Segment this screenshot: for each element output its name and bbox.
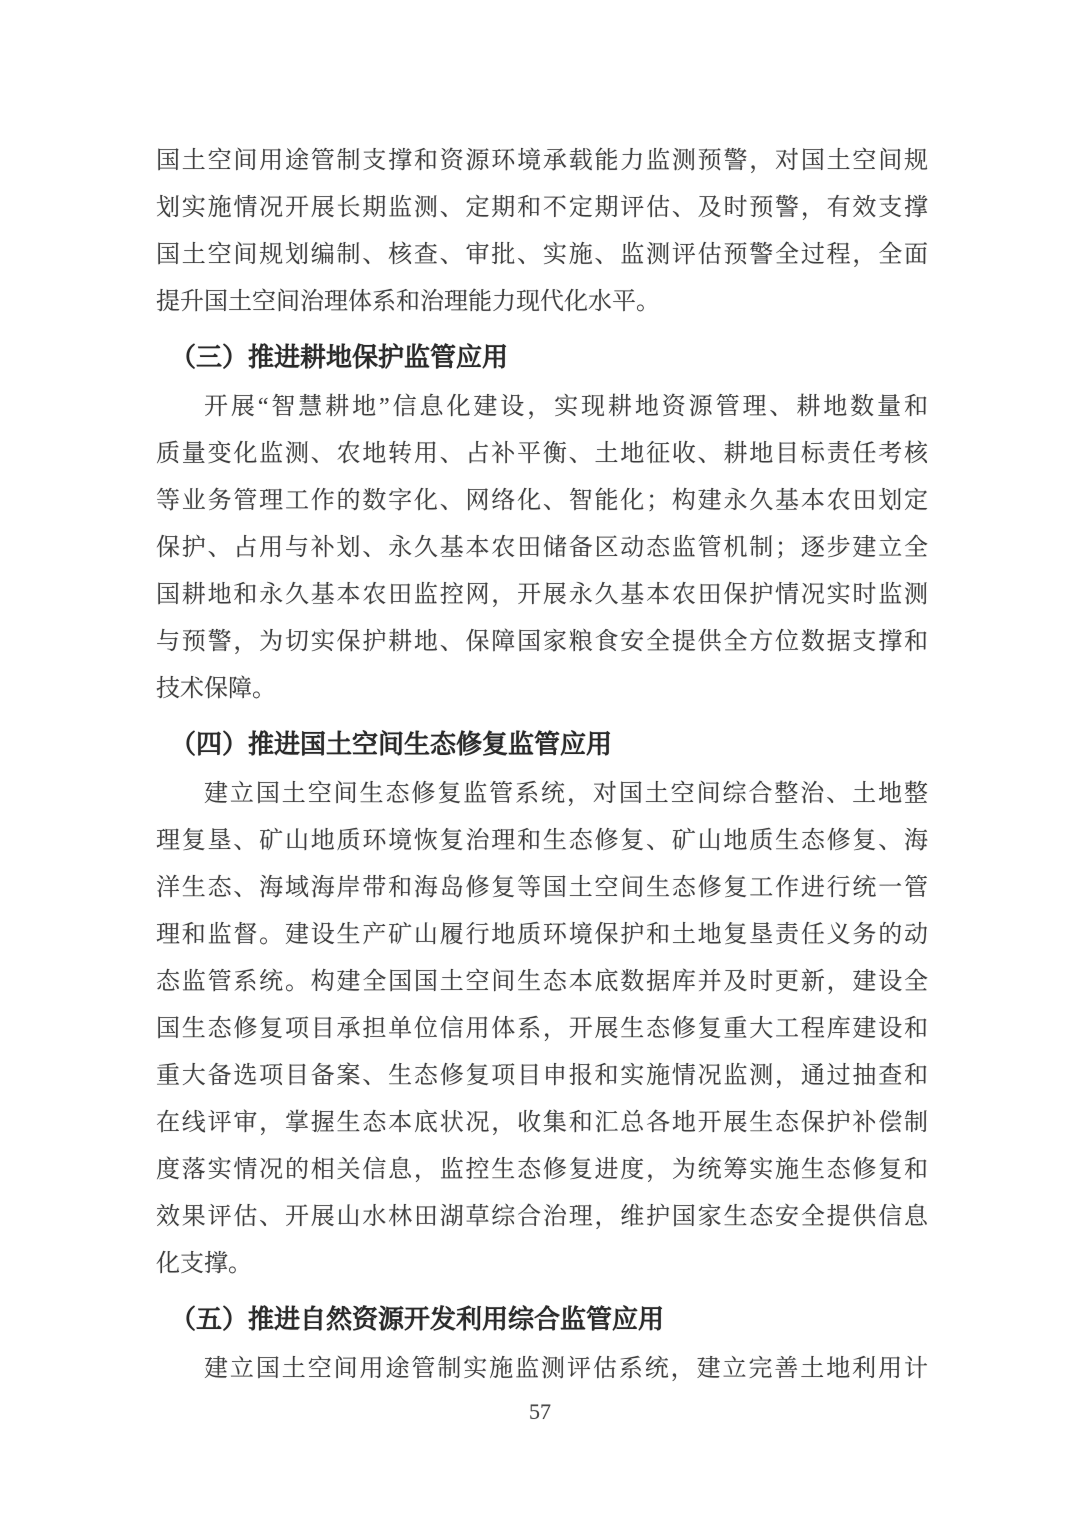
text-line: 国土空间用途管制支撑和资源环境承载能力监测预警，对国土空间规 xyxy=(156,148,928,174)
paragraph xyxy=(156,138,928,326)
section-heading: （四）推进国土空间生态修复监管应用 xyxy=(170,729,613,759)
text-line: 与预警，为切实保护耕地、保障国家粮食安全提供全方位数据支撑和 xyxy=(156,629,928,655)
text-line: 国土空间规划编制、核查、审批、实施、监测评估预警全过程，全面 xyxy=(156,242,928,268)
document-content xyxy=(156,138,928,1393)
section-heading: （三）推进耕地保护监管应用 xyxy=(170,342,509,372)
text-line: 态监管系统。构建全国国土空间生态本底数据库并及时更新，建设全 xyxy=(156,969,928,995)
text-line: 理和监督。建设生产矿山履行地质环境保护和土地复垦责任义务的动 xyxy=(156,922,928,948)
text-line: 开展“智慧耕地”信息化建设，实现耕地资源管理、耕地数量和 xyxy=(204,394,928,420)
text-line: 国生态修复项目承担单位信用体系，开展生态修复重大工程库建设和 xyxy=(156,1016,928,1042)
paragraph xyxy=(156,384,928,713)
text-line: 保护、占用与补划、永久基本农田储备区动态监管机制；逐步建立全 xyxy=(156,535,928,561)
text-line: 建立国土空间生态修复监管系统，对国土空间综合整治、土地整 xyxy=(204,781,928,807)
text-line: 国耕地和永久基本农田监控网，开展永久基本农田保护情况实时监测 xyxy=(156,582,928,608)
text-line: 度落实情况的相关信息，监控生态修复进度，为统筹实施生态修复和 xyxy=(156,1157,928,1183)
text-line: 重大备选项目备案、生态修复项目申报和实施情况监测，通过抽查和 xyxy=(156,1063,928,1089)
text-line: 划实施情况开展长期监测、定期和不定期评估、及时预警，有效支撑 xyxy=(156,195,928,221)
paragraph xyxy=(156,771,928,1288)
text-line: 效果评估、开展山水林田湖草综合治理，维护国家生态安全提供信息 xyxy=(156,1204,928,1230)
text-line: 提升国土空间治理体系和治理能力现代化水平。 xyxy=(156,289,660,315)
section-heading: （五）推进自然资源开发利用综合监管应用 xyxy=(170,1304,665,1334)
text-line: 在线评审，掌握生态本底状况，收集和汇总各地开展生态保护补偿制 xyxy=(156,1110,928,1136)
text-line: 技术保障。 xyxy=(156,676,276,702)
paragraph xyxy=(156,1346,928,1393)
text-line: 等业务管理工作的数字化、网络化、智能化；构建永久基本农田划定 xyxy=(156,488,928,514)
page-number: 57 xyxy=(529,1399,551,1424)
text-line: 化支撑。 xyxy=(156,1251,252,1277)
text-line: 洋生态、海域海岸带和海岛修复等国土空间生态修复工作进行统一管 xyxy=(156,875,928,901)
text-line: 质量变化监测、农地转用、占补平衡、土地征收、耕地目标责任考核 xyxy=(156,441,928,467)
text-line: 理复垦、矿山地质环境恢复治理和生态修复、矿山地质生态修复、海 xyxy=(156,828,928,854)
text-line: 建立国土空间用途管制实施监测评估系统，建立完善土地利用计 xyxy=(204,1356,928,1382)
